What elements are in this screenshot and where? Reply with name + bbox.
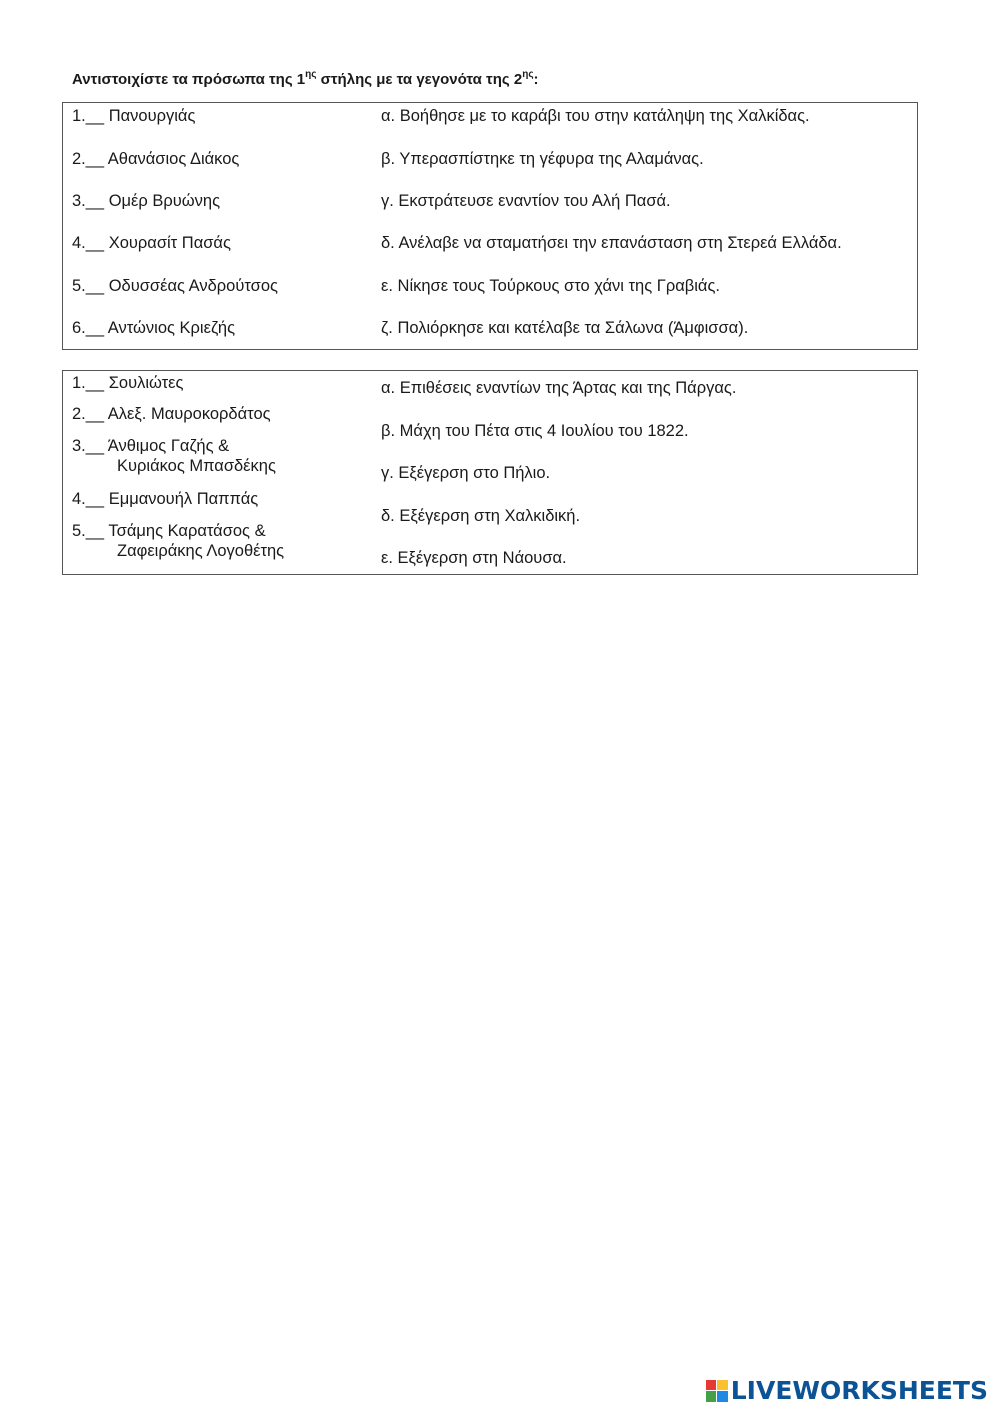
event-item: γ. Εκστράτευσε εναντίον του Αλή Πασά. xyxy=(381,192,671,210)
person-item: 2.__ Αλεξ. Μαυροκορδάτος xyxy=(72,405,271,423)
event-item: ε. Νίκησε τους Τούρκους στο χάνι της Γραβιάς. xyxy=(381,277,720,295)
brand-name: LIVEWORKSHEETS xyxy=(730,1376,988,1405)
event-item: γ. Εξέγερση στο Πήλιο. xyxy=(381,464,551,482)
event-item: β. Μάχη του Πέτα στις 4 Ιουλίου του 1822. xyxy=(381,422,689,440)
liveworksheets-logo xyxy=(706,1376,988,1405)
event-item: β. Υπερασπίστηκε τη γέφυρα της Αλαμάνας. xyxy=(381,150,704,168)
person-item: 1.__ Πανουργιάς xyxy=(72,107,196,125)
person-item: 1.__ Σουλιώτες xyxy=(72,374,184,392)
person-item: 3.__ Ομέρ Βρυώνης xyxy=(72,192,221,210)
event-item: α. Βοήθησε με το καράβι του στην κατάληψη της Χαλκίδας. xyxy=(381,107,810,125)
event-item: α. Επιθέσεις εναντίων της Άρτας και της Πάργας. xyxy=(381,379,737,397)
matching-table-1 xyxy=(62,102,918,350)
person-item: 2.__ Αθανάσιος Διάκος xyxy=(72,150,240,168)
person-item: 5.__ Οδυσσέας Ανδρούτσος xyxy=(72,277,278,295)
person-item: 5.__ Τσάμης Καρατάσος & Ζαφειράκης Λογοθέτης xyxy=(72,522,285,560)
matching-table-2 xyxy=(62,370,918,575)
person-item: 6.__ Αντώνιος Κριεζής xyxy=(72,319,236,337)
person-item: 4.__ Εμμανουήλ Παππάς xyxy=(72,490,259,508)
event-item: ε. Εξέγερση στη Νάουσα. xyxy=(381,549,567,567)
person-item: 4.__ Χουρασίτ Πασάς xyxy=(72,234,231,252)
instructions-heading: Αντιστοιχίστε τα πρόσωπα της $1^{\eta\varsigma}$ στήλης με τα γεγονότα της $2^{\eta\varsigma}$: xyxy=(72,69,539,88)
event-item: ζ. Πολιόρκησε και κατέλαβε τα Σάλωνα (Άμφισσα). xyxy=(381,319,749,337)
event-item: δ. Ανέλαβε να σταματήσει την επανάσταση στη Στερεά Ελλάδα. xyxy=(381,234,842,252)
logo-icon xyxy=(706,1380,728,1402)
event-item: δ. Εξέγερση στη Χαλκιδική. xyxy=(381,507,581,525)
person-item: 3.__ Άνθιμος Γαζής & Κυριάκος Μπασδέκης xyxy=(72,437,276,475)
